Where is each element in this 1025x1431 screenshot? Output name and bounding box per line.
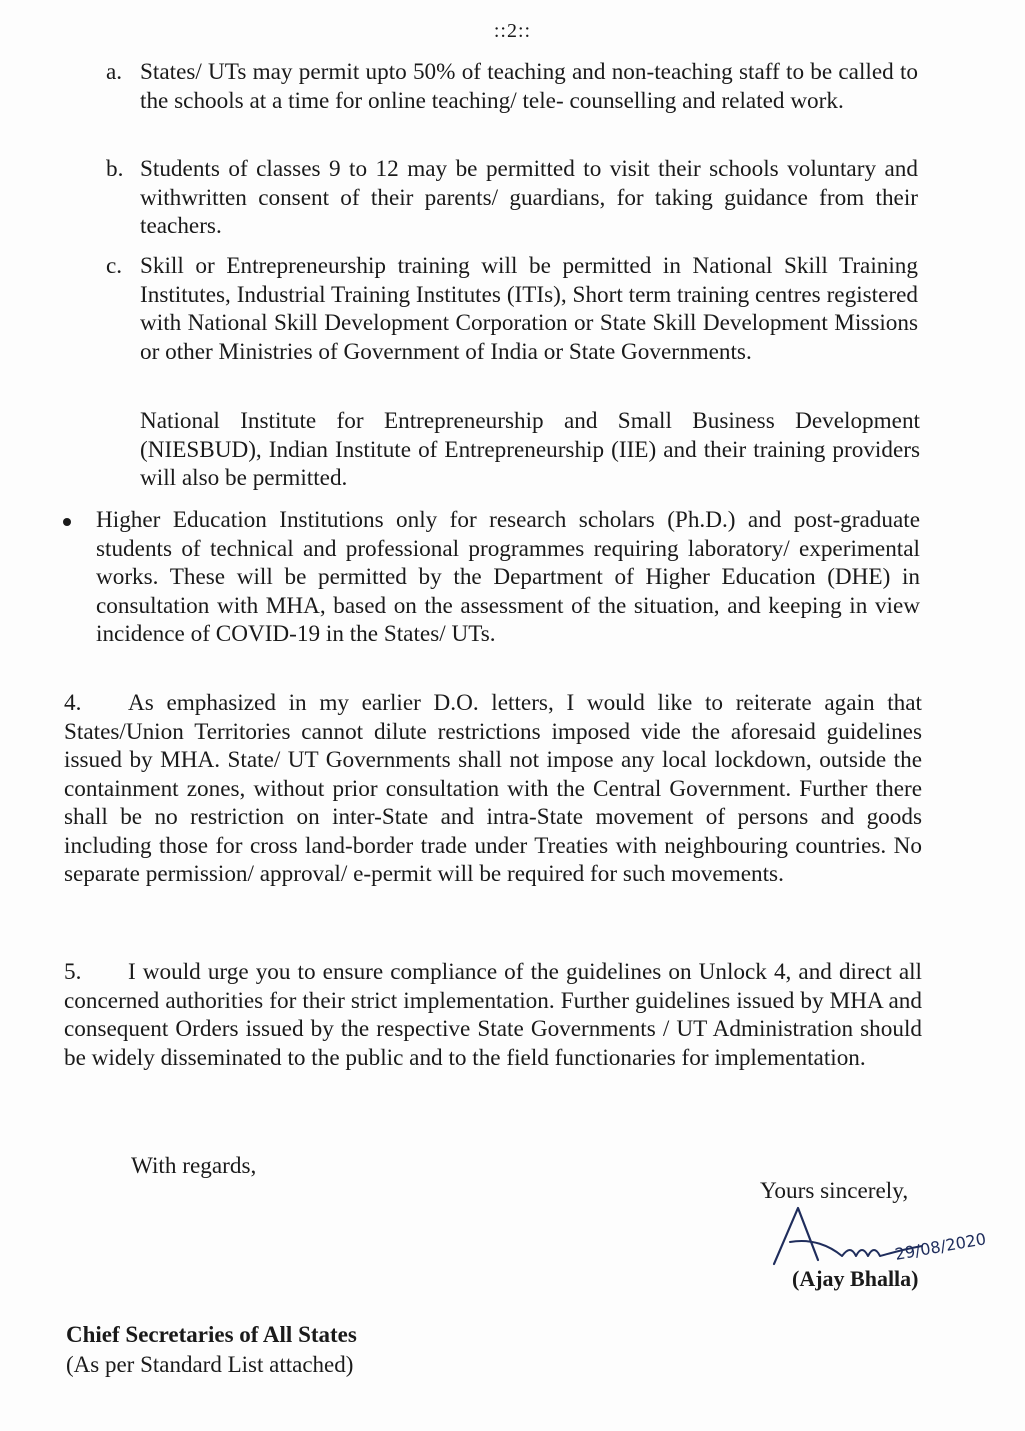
item-a-text: States/ UTs may permit upto 50% of teaching and non-teaching staff to be called to the schools at a time for online teaching/ tele- counselling and related work. [140, 59, 918, 114]
closing-line: Yours sincerely, [760, 1178, 909, 1204]
addressee: Chief Secretaries of All States [66, 1322, 357, 1347]
paragraph-5-number: 5. [64, 959, 82, 985]
item-b-text: Students of classes 9 to 12 may be permitted to visit their schools voluntary and withwritten consent of their parents/ guardians, for taking guidance from their teachers. [140, 156, 918, 239]
paragraph-4-text: As emphasized in my earlier D.O. letters, I would like to reiterate again that States/Union Territories cannot dilute restrictions imposed vide the aforesaid guidelines issued by MHA. State/ UT Governments shall not impose any local lockdown, outside the containment zones, without prior consultation with the Central Government. Further there shall be no restriction on inter-State and intra-State movement of persons and goods including those for cross land-border trade under Treaties with neighbouring countries. No separate permission/ approval/ e-permit will be required for such movements. [64, 690, 922, 887]
item-c-text: Skill or Entrepreneurship training will be permitted in National Skill Training Institutes, Industrial Training Institutes (ITIs), Short term training centres registered with National Skill Development Corporation or State Skill Development Missions or other Ministries of Government of India or State Governments. [140, 253, 918, 365]
svg-text:29/08/2020: 29/08/2020 [893, 1229, 988, 1264]
paragraph-4-number: 4. [64, 690, 82, 716]
page-number: ::2:: [493, 20, 532, 42]
addressee-note: (As per Standard List attached) [66, 1352, 354, 1377]
item-b-marker: b. [106, 156, 124, 182]
item-a-marker: a. [106, 59, 123, 85]
paragraph-5-text: I would urge you to ensure compliance of the guidelines on Unlock 4, and direct all concerned authorities for their strict implementation. Further guidelines issued by MHA and consequent Orders issued by the respective State Governments / UT Administration should be widely disseminated to the public and to the field functionaries for implementation. [64, 959, 922, 1071]
paragraph-4 [64, 689, 922, 889]
item-c-text-continued: National Institute for Entrepreneurship and Small Business Development (NIESBUD), Indian Institute of Entrepreneurship (IIE) and their training providers will also be permitted. [140, 408, 920, 491]
regards-line: With regards, [131, 1153, 257, 1179]
signer-name: (Ajay Bhalla) [792, 1266, 919, 1291]
paragraph-5 [64, 958, 922, 1072]
bullet-text: Higher Education Institutions only for research scholars (Ph.D.) and post-graduate students of technical and professional programmes requiring laboratory/ experimental works. These will be permitted by the Department of Higher Education (DHE) in consultation with MHA, based on the assessment of the situation, and keeping in view incidence of COVID-19 in the States/ UTs. [96, 507, 920, 647]
bullet-icon [63, 518, 71, 526]
item-c-marker: c. [106, 253, 123, 279]
